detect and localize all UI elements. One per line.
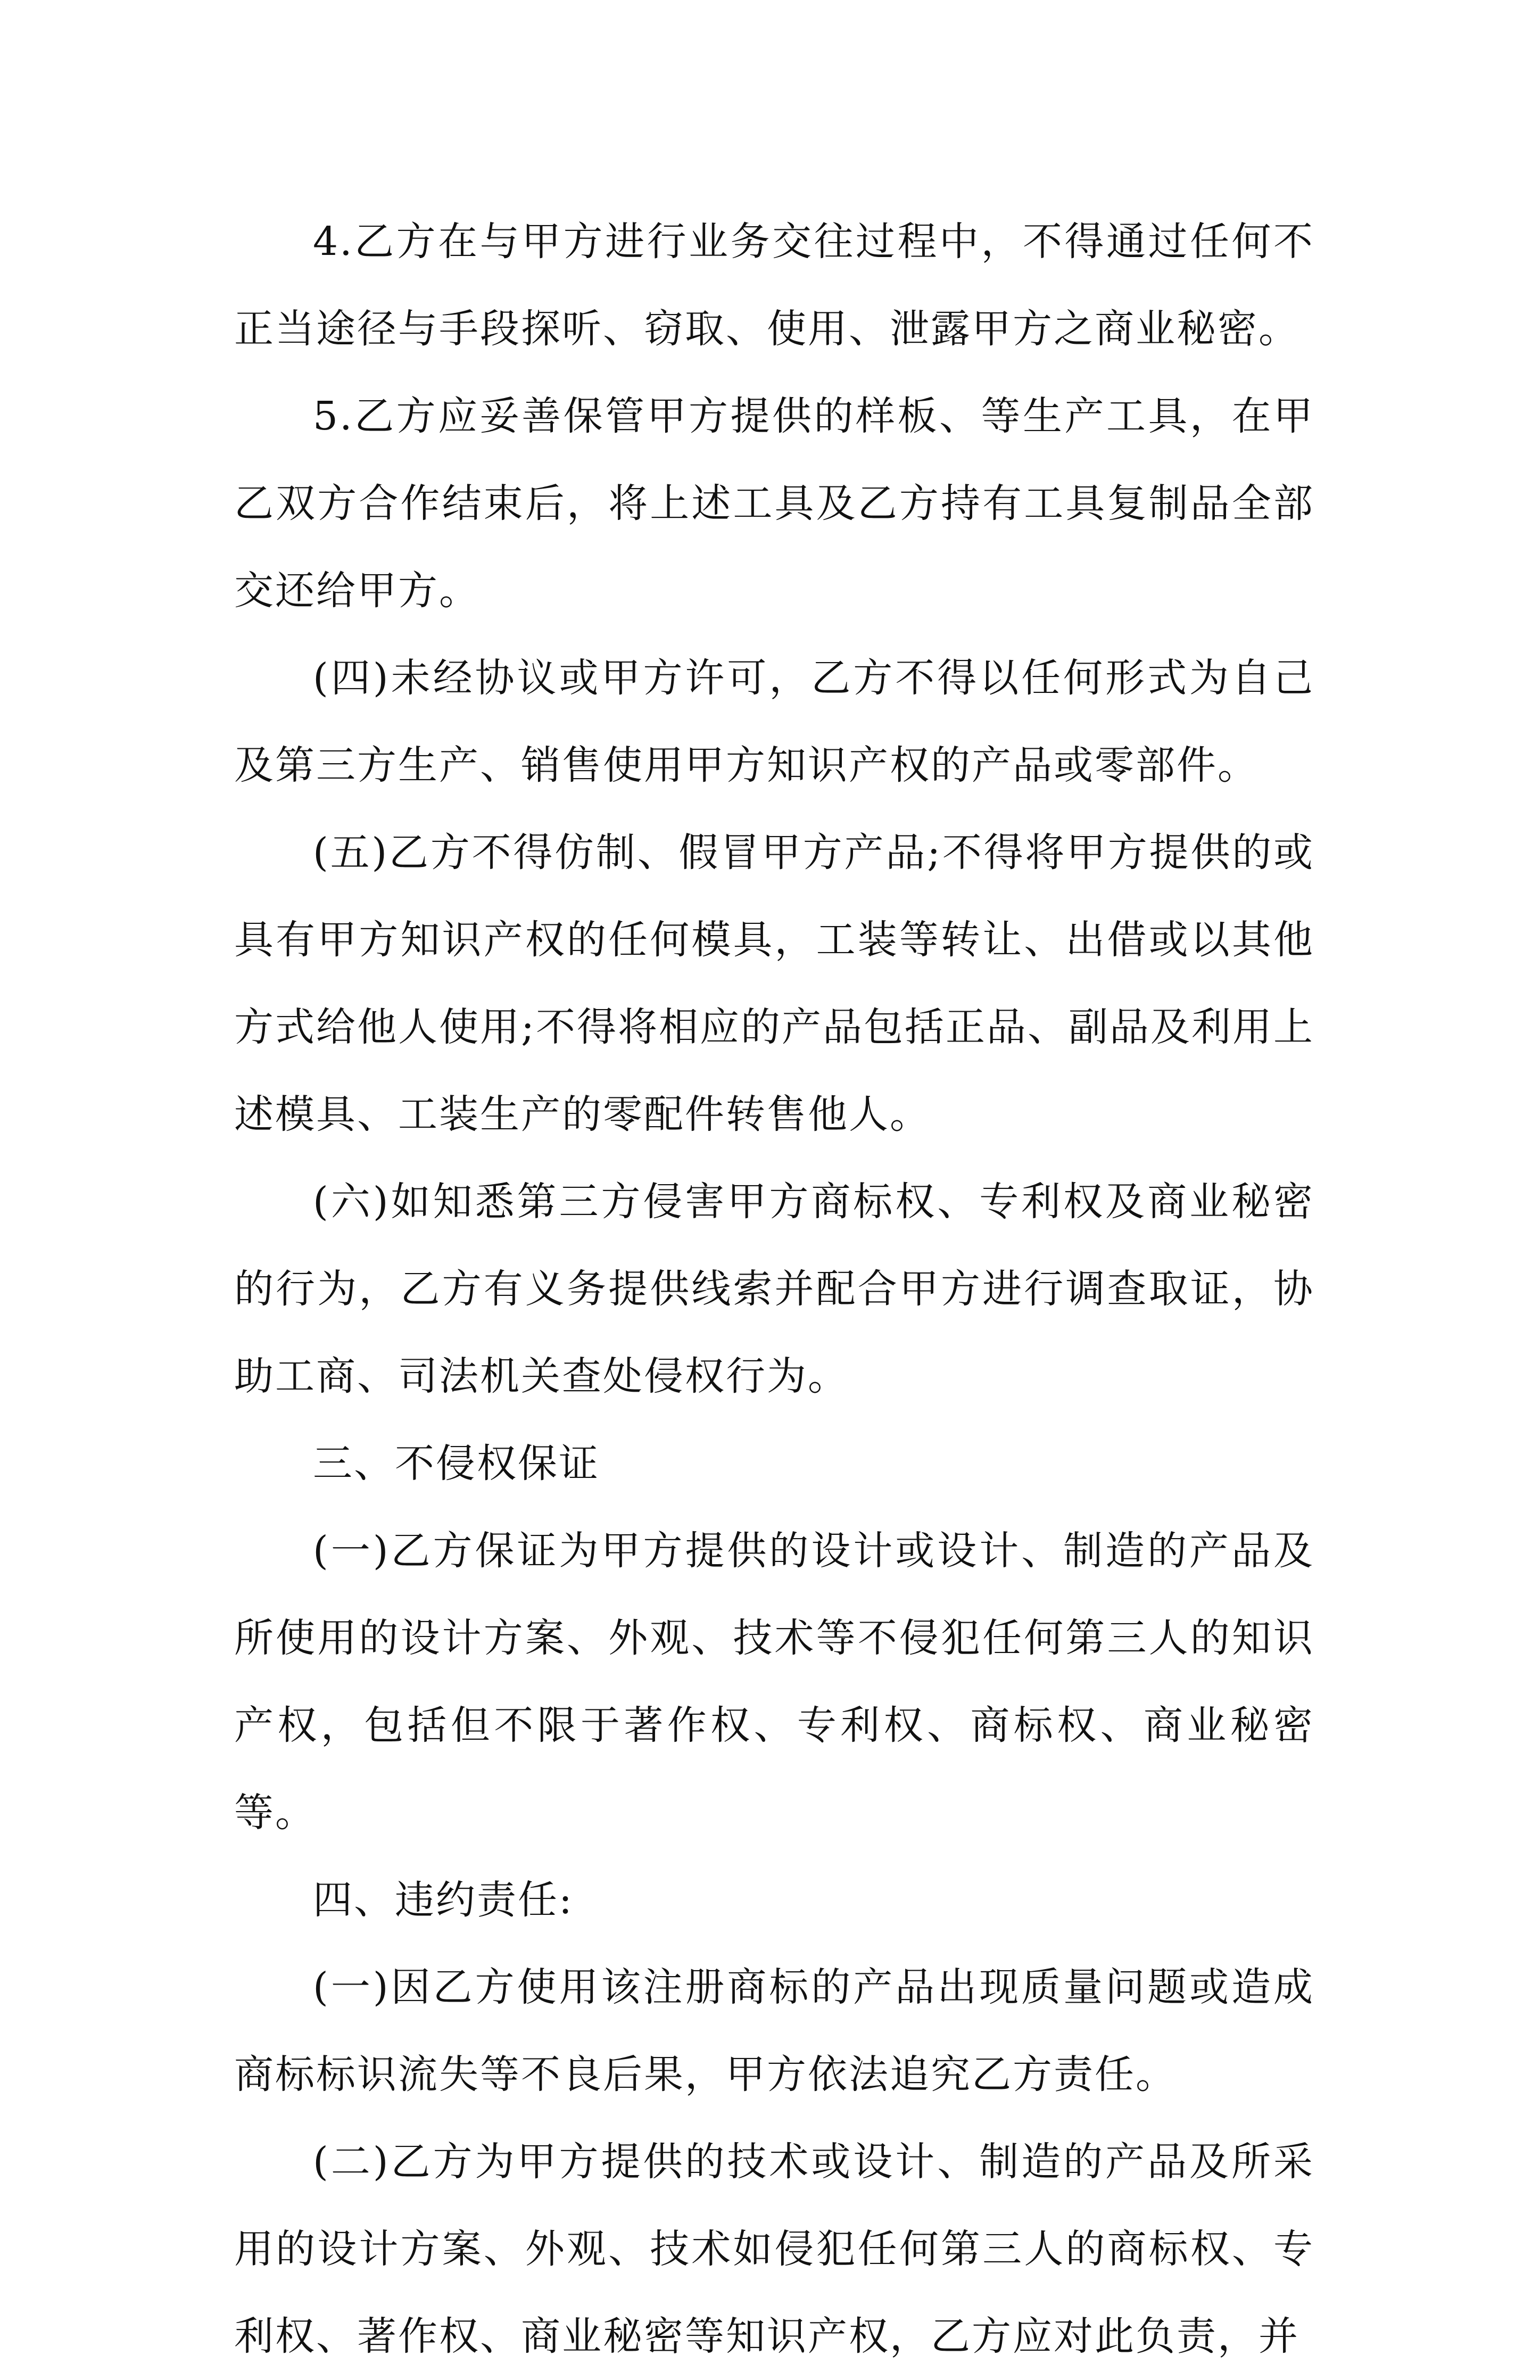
paragraph-liability-two: (二)乙方为甲方提供的技术或设计、制造的产品及所采用的设计方案、外观、技术如侵犯任何第三人的商标权、专利权、著作权、商业秘密等知识产权，乙方应对此负责，并 xyxy=(234,2139,1314,2359)
paragraph-clause-four: (四)未经协议或甲方许可，乙方不得以任何形式为自己及第三方生产、销售使用甲方知识产权的产品或零部件。 xyxy=(234,655,1314,788)
section-heading-non-infringement: 三、不侵权保证 xyxy=(313,1441,600,1486)
document-body xyxy=(234,198,1314,2380)
paragraph-warranty-one: (一)乙方保证为甲方提供的设计或设计、制造的产品及所使用的设计方案、外观、技术等不侵犯任何第三人的知识产权，包括但不限于著作权、专利权、商标权、商业秘密等。 xyxy=(234,1528,1314,1836)
paragraph-clause-4: 4.乙方在与甲方进行业务交往过程中，不得通过任何不正当途径与手段探听、窃取、使用、泄露甲方之商业秘密。 xyxy=(234,219,1314,352)
paragraph-clause-six: (六)如知悉第三方侵害甲方商标权、专利权及商业秘密的行为，乙方有义务提供线索并配合甲方进行调查取证，协助工商、司法机关查处侵权行为。 xyxy=(234,1179,1314,1399)
section-heading-liability: 四、违约责任: xyxy=(313,1877,574,1923)
paragraph-clause-5: 5.乙方应妥善保管甲方提供的样板、等生产工具，在甲乙双方合作结束后，将上述工具及乙方持有工具复制品全部交还给甲方。 xyxy=(234,393,1314,614)
paragraph-liability-one: (一)因乙方使用该注册商标的产品出现质量问题或造成商标标识流失等不良后果，甲方依法追究乙方责任。 xyxy=(234,1964,1314,2097)
paragraph-clause-five: (五)乙方不得仿制、假冒甲方产品;不得将甲方提供的或具有甲方知识产权的任何模具，工装等转让、出借或以其他方式给他人使用;不得将相应的产品包括正品、副品及利用上述模具、工装生产的零配件转售他人。 xyxy=(234,830,1314,1137)
